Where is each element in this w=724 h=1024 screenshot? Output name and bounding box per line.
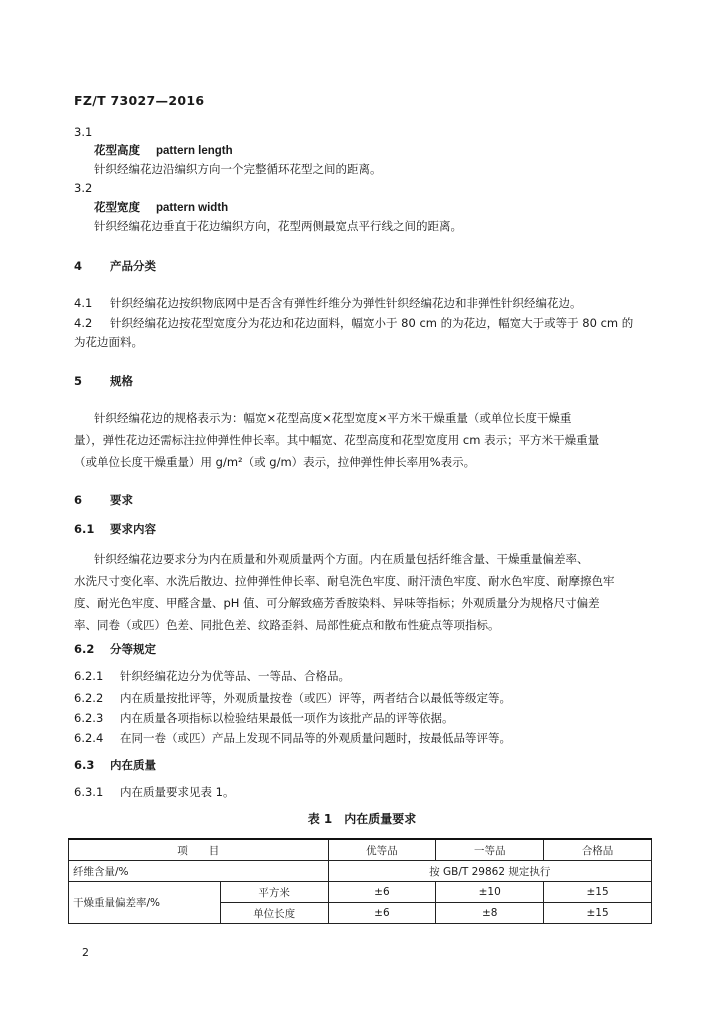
- header-item: 项 目: [69, 839, 329, 861]
- term-cn: 花型宽度: [94, 200, 140, 214]
- quality-table: [68, 838, 652, 924]
- table-caption: 表 1 内在质量要求: [307, 812, 417, 826]
- cell-qualified: ±15: [544, 903, 652, 924]
- clause-6-2-heading: [74, 641, 156, 657]
- clause-text: 针织经编花边按花型宽度分为花边和花边面料，幅宽小于 80 cm 的为花边，幅宽大于或等于 80 cm 的: [110, 316, 634, 330]
- cell-superior: ±6: [328, 882, 436, 903]
- term-en: pattern length: [156, 145, 233, 157]
- clause-number: 6.2.4: [74, 731, 104, 745]
- clause-4-1: [74, 295, 582, 311]
- cell-superior: ±6: [328, 903, 436, 924]
- table-header-row: [69, 839, 652, 861]
- clause-number: 6.1: [74, 522, 95, 536]
- clause-3-1-definition: 针织经编花边沿编织方向一个完整循环花型之间的距离。: [94, 162, 382, 176]
- clause-text: 在同一卷（或匹）产品上发现不同品等的外观质量问题时，按最低品等评等。: [120, 731, 511, 745]
- clause-4-2-continued: 为花边面料。: [74, 335, 143, 349]
- clause-number: 6.2: [74, 642, 95, 656]
- clause-number: 6.2.2: [74, 691, 104, 705]
- table-row: [69, 882, 652, 903]
- header-superior: 优等品: [328, 839, 436, 861]
- clause-title: 分等规定: [110, 642, 156, 656]
- clause-number: 6.2.3: [74, 711, 104, 725]
- clause-3-2-term: [94, 199, 228, 216]
- clause-6-2-1: [74, 668, 350, 684]
- clause-text: 内在质量要求见表 1。: [120, 785, 235, 799]
- page-number: 2: [82, 946, 89, 959]
- clause-6-1-heading: [74, 521, 156, 537]
- section-4-heading: [74, 258, 156, 274]
- clause-text: 针织经编花边分为优等品、一等品、合格品。: [120, 669, 350, 683]
- header-first: 一等品: [436, 839, 544, 861]
- section-6-heading: [74, 492, 133, 508]
- clause-title: 内在质量: [110, 758, 156, 772]
- clause-title: 要求内容: [110, 522, 156, 536]
- row-label: 干燥重量偏差率/%: [69, 882, 221, 924]
- clause-text: 内在质量各项指标以检验结果最低一项作为该批产品的评等依据。: [120, 711, 454, 725]
- clause-3-2-number: 3.2: [74, 181, 93, 195]
- clause-number: 4.1: [74, 296, 93, 310]
- section-title: 规格: [110, 374, 133, 388]
- clause-3-1-number: 3.1: [74, 125, 93, 139]
- requirements-line-1: 针织经编花边要求分为内在质量和外观质量两个方面。内在质量包括纤维含量、干燥重量偏差率、: [94, 552, 589, 566]
- clause-text: 针织经编花边按织物底网中是否含有弹性纤维分为弹性针织经编花边和非弹性针织经编花边。: [110, 296, 582, 310]
- section-number: 5: [74, 374, 83, 388]
- term-en: pattern width: [156, 202, 229, 214]
- cell-first: ±8: [436, 903, 544, 924]
- clause-6-2-2: [74, 690, 511, 706]
- term-cn: 花型高度: [94, 143, 140, 157]
- clause-number: 4.2: [74, 316, 93, 330]
- clause-6-2-4: [74, 730, 511, 746]
- section-number: 6: [74, 493, 83, 507]
- clause-6-3-heading: [74, 757, 156, 773]
- clause-number: 6.2.1: [74, 669, 104, 683]
- row-value: 按 GB/T 29862 规定执行: [328, 861, 651, 882]
- sub-label: 单位长度: [220, 903, 328, 924]
- clause-6-3-1: [74, 784, 234, 800]
- spec-line-1: 针织经编花边的规格表示为：幅宽×花型高度×花型宽度×平方米干燥重量（或单位长度干燥重: [94, 411, 572, 425]
- cell-qualified: ±15: [544, 882, 652, 903]
- clause-3-1-term: [94, 142, 233, 159]
- spec-line-3: （或单位长度干燥重量）用 g/m²（或 g/m）表示，拉伸弹性伸长率用%表示。: [74, 455, 476, 469]
- clause-4-2: [74, 315, 633, 331]
- table-row: [69, 861, 652, 882]
- cell-first: ±10: [436, 882, 544, 903]
- section-title: 要求: [110, 493, 133, 507]
- requirements-line-4: 率、同卷（或匹）色差、同批色差、纹路歪斜、局部性疵点和散布性疵点等项指标。: [74, 618, 500, 632]
- spec-line-2: 量），弹性花边还需标注拉伸弹性伸长率。其中幅宽、花型高度和花型宽度用 cm 表示；平方米干燥重量: [74, 433, 600, 447]
- sub-label: 平方米: [220, 882, 328, 903]
- standard-number: FZ/T 73027—2016: [74, 93, 205, 108]
- section-number: 4: [74, 259, 83, 273]
- requirements-line-2: 水洗尺寸变化率、水洗后散边、拉伸弹性伸长率、耐皂洗色牢度、耐汗渍色牢度、耐水色牢度、耐摩擦色牢: [74, 574, 615, 588]
- row-label: 纤维含量/%: [69, 861, 329, 882]
- requirements-line-3: 度、耐光色牢度、甲醛含量、pH 值、可分解致癌芳香胺染料、异味等指标；外观质量分为规格尺寸偏差: [74, 596, 600, 610]
- clause-6-2-3: [74, 710, 454, 726]
- clause-text: 内在质量按批评等，外观质量按卷（或匹）评等，两者结合以最低等级定等。: [120, 691, 511, 705]
- clause-3-2-definition: 针织经编花边垂直于花边编织方向，花型两侧最宽点平行线之间的距离。: [94, 219, 462, 233]
- header-qualified: 合格品: [544, 839, 652, 861]
- clause-number: 6.3.1: [74, 785, 104, 799]
- clause-number: 6.3: [74, 758, 95, 772]
- section-title: 产品分类: [110, 259, 156, 273]
- section-5-heading: [74, 373, 133, 389]
